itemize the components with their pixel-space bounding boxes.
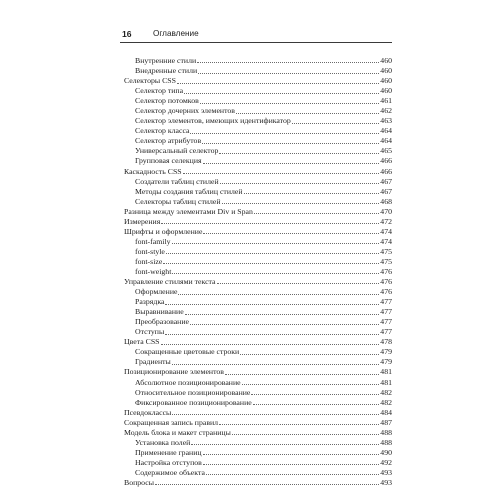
dot-leader (219, 153, 379, 154)
toc-entry-title: Каскадность CSS (124, 166, 182, 176)
toc-subsection-entry (124, 307, 392, 317)
toc-entry-page-number: 492 (380, 457, 392, 467)
toc-section-entry (124, 207, 392, 217)
toc-entry-title: Групповая селекция (135, 156, 202, 166)
toc-entry-title: font-size (135, 256, 163, 266)
toc-entry-page-number: 466 (380, 166, 392, 176)
dot-leader (197, 62, 379, 63)
toc-subsection-entry (124, 287, 392, 297)
toc-entry-page-number: 472 (380, 216, 392, 226)
dot-leader (222, 203, 380, 204)
toc-entry-page-number: 481 (380, 377, 392, 387)
toc-subsection-entry (124, 297, 392, 307)
toc-entry-title: Относительное позиционирование (135, 387, 251, 397)
toc-entry-title: Настройка отступов (135, 457, 202, 467)
toc-section-entry (124, 428, 392, 438)
toc-entry-title: Отступы (135, 327, 165, 337)
toc-entry-page-number: 474 (380, 226, 392, 236)
toc-entry-page-number: 474 (380, 236, 392, 246)
dot-leader (166, 253, 379, 254)
toc-subsection-entry (124, 106, 392, 116)
toc-subsection-entry (124, 327, 392, 337)
toc-entry-title: Управление стилями текста (124, 277, 216, 287)
toc-entry-title: Селекторы CSS (124, 76, 176, 86)
toc-subsection-entry (124, 237, 392, 247)
toc-entry-page-number: 476 (380, 277, 392, 287)
dot-leader (172, 414, 379, 415)
toc-entry-title: Шрифты и оформление (124, 226, 203, 236)
dot-leader (240, 354, 379, 355)
toc-subsection-entry (124, 317, 392, 327)
toc-subsection-entry (124, 136, 392, 146)
toc-subsection-entry (124, 468, 392, 478)
toc-entry-page-number: 470 (380, 206, 392, 216)
toc-entry-page-number: 466 (380, 156, 392, 166)
dot-leader (242, 384, 380, 385)
dot-leader (172, 364, 380, 365)
dot-leader (251, 394, 379, 395)
toc-subsection-entry (124, 187, 392, 197)
toc-subsection-entry (124, 347, 392, 357)
toc-entry-title: Позиционирование элементов (124, 367, 224, 377)
dot-leader (254, 213, 379, 214)
toc-section-entry (124, 418, 392, 428)
dot-leader (165, 304, 379, 305)
toc-subsection-entry (124, 126, 392, 136)
dot-leader (178, 294, 379, 295)
toc-subsection-entry (124, 357, 392, 367)
dot-leader (183, 173, 380, 174)
dot-leader (236, 113, 379, 114)
toc-section-entry (124, 227, 392, 237)
toc-entry-title: Внутренние стили (135, 56, 197, 65)
toc-entry-page-number: 487 (380, 417, 392, 427)
dot-leader (161, 223, 379, 224)
toc-entry-title: Абсолютное позиционирование (135, 377, 241, 387)
header-rule (120, 42, 392, 43)
dot-leader (217, 283, 380, 284)
dot-leader (225, 374, 379, 375)
toc-entry-page-number: 476 (380, 266, 392, 276)
toc-entry-page-number: 461 (380, 96, 392, 106)
toc-entry-page-number: 465 (380, 146, 392, 156)
toc-entry-title: font-weight (135, 266, 172, 276)
toc-subsection-entry (124, 438, 392, 448)
toc-entry-title: Цвета CSS (124, 337, 160, 347)
dot-leader (190, 133, 379, 134)
dot-leader (155, 484, 379, 485)
dot-leader (202, 143, 379, 144)
toc-entry-title: Методы создания таблиц стилей (135, 186, 243, 196)
toc-entry-page-number: 481 (380, 367, 392, 377)
toc-entry-title: Сокращенные цветовые строки (135, 347, 240, 357)
toc-entry-page-number: 464 (380, 126, 392, 136)
toc-subsection-entry (124, 378, 392, 388)
toc-entry-page-number: 478 (380, 337, 392, 347)
toc-entry-title: Селектор элементов, имеющих идентификатор (135, 116, 291, 126)
dot-leader (185, 314, 380, 315)
toc-subsection-entry (124, 458, 392, 468)
toc-section-entry (124, 277, 392, 287)
dot-leader (177, 83, 379, 84)
dot-leader (244, 193, 380, 194)
toc-entry-title: Создатели таблиц стилей (135, 176, 219, 186)
toc-section-entry (124, 76, 392, 86)
dot-leader (253, 404, 380, 405)
toc-entry-page-number: 490 (380, 447, 392, 457)
toc-entry-page-number: 477 (380, 297, 392, 307)
toc-entry-title: Внедренные стили (135, 66, 198, 76)
toc-section-entry (124, 167, 392, 177)
toc-entry-page-number: 476 (380, 287, 392, 297)
toc-entry-title: Универсальный селектор (135, 146, 219, 156)
dot-leader (203, 233, 379, 234)
toc-entry-title: Применение границ (135, 447, 202, 457)
toc-entry-page-number: 484 (380, 407, 392, 417)
toc-entry-title: Селектор типа (135, 86, 184, 96)
toc-section-entry (124, 367, 392, 377)
toc-entry-page-number: 460 (380, 76, 392, 86)
toc-entry-page-number: 479 (380, 357, 392, 367)
toc-entry-page-number: 477 (380, 317, 392, 327)
dot-leader (203, 163, 380, 164)
toc-entry-title: Сокращенная запись правил (124, 417, 219, 427)
dot-leader (200, 103, 380, 104)
running-header-title: Оглавление (153, 29, 199, 38)
toc-entry-title: Селектор потомков (135, 96, 199, 106)
toc-entry-title: Модель блока и макет страницы (124, 427, 231, 437)
dot-leader (203, 464, 379, 465)
toc-entry-page-number: 462 (380, 106, 392, 116)
toc-entry-page-number: 488 (380, 427, 392, 437)
toc-entry-title: Выравнивание (135, 307, 184, 317)
toc-entry-title: Содержимое объекта (135, 467, 205, 477)
toc-subsection-entry (124, 177, 392, 187)
toc-entry-page-number: 467 (380, 186, 392, 196)
toc-entry-page-number: 460 (380, 86, 392, 96)
toc-subsection-entry (124, 257, 392, 267)
toc-subsection-entry (124, 267, 392, 277)
toc-entry-title: font-style (135, 246, 165, 256)
dot-leader (292, 123, 380, 124)
toc-entry-page-number: 482 (380, 387, 392, 397)
toc-entry-page-number: 477 (380, 307, 392, 317)
toc-entry-page-number: 488 (380, 437, 392, 447)
toc-subsection-entry (124, 388, 392, 398)
toc-entry-title: Псевдоклассы (124, 407, 172, 417)
toc-subsection-entry (124, 156, 392, 166)
toc-subsection-entry (124, 448, 392, 458)
dot-leader (165, 334, 379, 335)
toc-entry-title: Селектор дочерних элементов (135, 106, 235, 116)
dot-leader (220, 183, 380, 184)
running-header-page-number: 16 (122, 29, 132, 39)
toc-entry-title: Разница между элементами Div и Span (124, 206, 253, 216)
toc-entry-page-number: 467 (380, 176, 392, 186)
toc-entry-page-number: 460 (380, 66, 392, 76)
dot-leader (198, 73, 379, 74)
toc-subsection-entry (124, 96, 392, 106)
table-of-contents (124, 56, 392, 488)
toc-entry-title: Разрядка (135, 297, 165, 307)
toc-entry-page-number: 475 (380, 256, 392, 266)
toc-entry-page-number: 464 (380, 136, 392, 146)
toc-entry-title: Градиенты (135, 357, 171, 367)
toc-section-entry (124, 408, 392, 418)
toc-entry-page-number: 477 (380, 327, 392, 337)
dot-leader (161, 344, 380, 345)
toc-subsection-entry (124, 86, 392, 96)
toc-entry-page-number: 460 (380, 56, 392, 65)
dot-leader (172, 273, 379, 274)
toc-section-entry (124, 217, 392, 227)
toc-subsection-entry (124, 56, 392, 66)
toc-section-entry (124, 478, 392, 488)
dot-leader (172, 243, 380, 244)
toc-entry-page-number: 493 (380, 467, 392, 477)
toc-subsection-entry (124, 116, 392, 126)
toc-entry-title: Селектор класса (135, 126, 190, 136)
dot-leader (232, 434, 379, 435)
dot-leader (206, 474, 379, 475)
toc-entry-page-number: 479 (380, 347, 392, 357)
toc-subsection-entry (124, 197, 392, 207)
toc-entry-page-number: 493 (380, 477, 392, 487)
toc-entry-title: font-family (135, 236, 171, 246)
dot-leader (191, 444, 379, 445)
toc-subsection-entry (124, 146, 392, 156)
dot-leader (184, 93, 379, 94)
toc-entry-page-number: 482 (380, 397, 392, 407)
toc-entry-title: Установка полей (135, 437, 191, 447)
dot-leader (163, 263, 379, 264)
toc-entry-page-number: 468 (380, 196, 392, 206)
toc-subsection-entry (124, 66, 392, 76)
toc-entry-title: Оформление (135, 287, 178, 297)
toc-subsection-entry (124, 398, 392, 408)
toc-entry-title: Селекторы таблиц стилей (135, 196, 221, 206)
dot-leader (203, 454, 380, 455)
toc-section-entry (124, 337, 392, 347)
toc-subsection-entry (124, 247, 392, 257)
toc-entry-title: Фиксированное позиционирование (135, 397, 252, 407)
toc-entry-title: Вопросы (124, 477, 154, 487)
toc-entry-title: Измерения (124, 216, 161, 226)
dot-leader (219, 424, 379, 425)
dot-leader (190, 324, 379, 325)
toc-entry-page-number: 475 (380, 246, 392, 256)
toc-entry-page-number: 463 (380, 116, 392, 126)
toc-entry-title: Селектор атрибутов (135, 136, 202, 146)
toc-entry-title: Преобразование (135, 317, 189, 327)
